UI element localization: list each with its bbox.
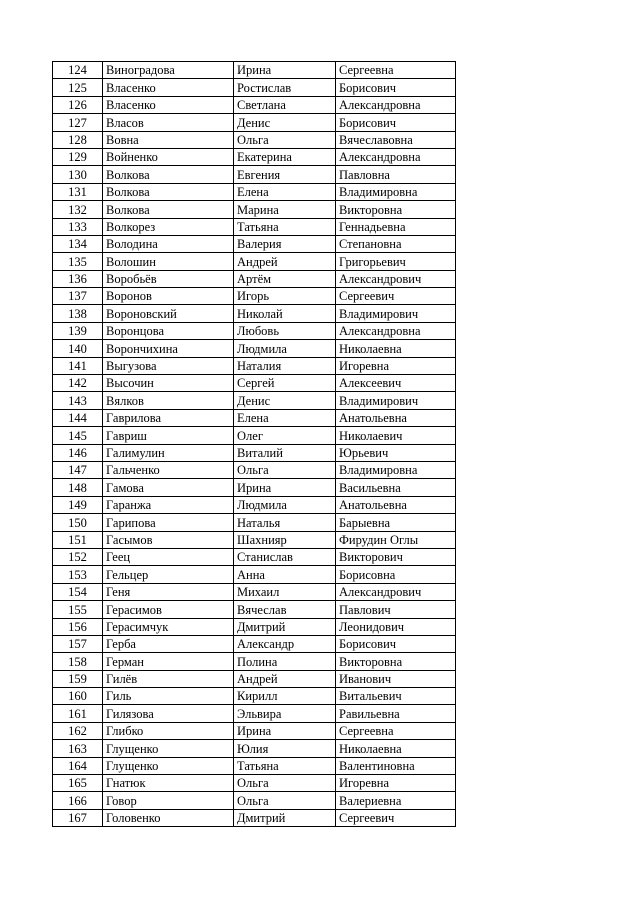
patronymic-cell: Александровна: [336, 322, 456, 339]
first-name-cell: Ольга: [234, 775, 336, 792]
last-name-cell: Герба: [103, 635, 234, 652]
row-number-cell: 130: [53, 166, 103, 183]
patronymic-cell: Равильевна: [336, 705, 456, 722]
patronymic-cell: Павловна: [336, 166, 456, 183]
first-name-cell: Наталья: [234, 514, 336, 531]
first-name-cell: Марина: [234, 201, 336, 218]
last-name-cell: Высочин: [103, 375, 234, 392]
row-number-cell: 152: [53, 548, 103, 565]
row-number-cell: 156: [53, 618, 103, 635]
first-name-cell: Николай: [234, 305, 336, 322]
patronymic-cell: Николаевич: [336, 427, 456, 444]
first-name-cell: Ольга: [234, 131, 336, 148]
last-name-cell: Выгузова: [103, 357, 234, 374]
last-name-cell: Власов: [103, 114, 234, 131]
first-name-cell: Ольга: [234, 792, 336, 809]
first-name-cell: Ирина: [234, 722, 336, 739]
table-row: [53, 479, 456, 496]
patronymic-cell: Иванович: [336, 670, 456, 687]
row-number-cell: 157: [53, 635, 103, 652]
table-row: [53, 131, 456, 148]
last-name-cell: Воронов: [103, 288, 234, 305]
patronymic-cell: Васильевна: [336, 479, 456, 496]
patronymic-cell: Геннадьевна: [336, 218, 456, 235]
patronymic-cell: Александрович: [336, 270, 456, 287]
last-name-cell: Волкова: [103, 166, 234, 183]
table-row: [53, 79, 456, 96]
row-number-cell: 167: [53, 809, 103, 826]
row-number-cell: 164: [53, 757, 103, 774]
first-name-cell: Людмила: [234, 340, 336, 357]
first-name-cell: Полина: [234, 653, 336, 670]
patronymic-cell: Владимирович: [336, 392, 456, 409]
table-row: [53, 740, 456, 757]
last-name-cell: Власенко: [103, 79, 234, 96]
patronymic-cell: Викторовна: [336, 201, 456, 218]
table-row: [53, 461, 456, 478]
last-name-cell: Гельцер: [103, 566, 234, 583]
patronymic-cell: Сергеевич: [336, 809, 456, 826]
last-name-cell: Гнатюк: [103, 775, 234, 792]
table-row: [53, 775, 456, 792]
last-name-cell: Глущенко: [103, 740, 234, 757]
patronymic-cell: Анатольевна: [336, 496, 456, 513]
first-name-cell: Олег: [234, 427, 336, 444]
first-name-cell: Кирилл: [234, 688, 336, 705]
first-name-cell: Евгения: [234, 166, 336, 183]
table-row: [53, 444, 456, 461]
table-row: [53, 583, 456, 600]
patronymic-cell: Борисовна: [336, 566, 456, 583]
first-name-cell: Дмитрий: [234, 809, 336, 826]
table-row: [53, 340, 456, 357]
first-name-cell: Юлия: [234, 740, 336, 757]
patronymic-cell: Юрьевич: [336, 444, 456, 461]
table-row: [53, 148, 456, 165]
row-number-cell: 153: [53, 566, 103, 583]
patronymic-cell: Витальевич: [336, 688, 456, 705]
last-name-cell: Войненко: [103, 148, 234, 165]
table-row: [53, 253, 456, 270]
table-row: [53, 305, 456, 322]
first-name-cell: Дмитрий: [234, 618, 336, 635]
last-name-cell: Вороновский: [103, 305, 234, 322]
table-row: [53, 618, 456, 635]
last-name-cell: Герасимов: [103, 601, 234, 618]
last-name-cell: Волошин: [103, 253, 234, 270]
row-number-cell: 159: [53, 670, 103, 687]
row-number-cell: 132: [53, 201, 103, 218]
patronymic-cell: Александрович: [336, 583, 456, 600]
table-row: [53, 218, 456, 235]
patronymic-cell: Игоревна: [336, 357, 456, 374]
patronymic-cell: Владимировна: [336, 183, 456, 200]
row-number-cell: 125: [53, 79, 103, 96]
table-row: [53, 427, 456, 444]
first-name-cell: Светлана: [234, 96, 336, 113]
row-number-cell: 158: [53, 653, 103, 670]
last-name-cell: Гаврилова: [103, 409, 234, 426]
table-row: [53, 288, 456, 305]
first-name-cell: Екатерина: [234, 148, 336, 165]
last-name-cell: Волкова: [103, 201, 234, 218]
last-name-cell: Гарипова: [103, 514, 234, 531]
table-row: [53, 670, 456, 687]
row-number-cell: 151: [53, 531, 103, 548]
last-name-cell: Герасимчук: [103, 618, 234, 635]
row-number-cell: 166: [53, 792, 103, 809]
first-name-cell: Татьяна: [234, 757, 336, 774]
first-name-cell: Шахнияр: [234, 531, 336, 548]
row-number-cell: 160: [53, 688, 103, 705]
table-row: [53, 566, 456, 583]
first-name-cell: Игорь: [234, 288, 336, 305]
first-name-cell: Михаил: [234, 583, 336, 600]
row-number-cell: 128: [53, 131, 103, 148]
last-name-cell: Гиль: [103, 688, 234, 705]
patronymic-cell: Барыевна: [336, 514, 456, 531]
row-number-cell: 150: [53, 514, 103, 531]
first-name-cell: Виталий: [234, 444, 336, 461]
row-number-cell: 146: [53, 444, 103, 461]
last-name-cell: Вовна: [103, 131, 234, 148]
row-number-cell: 124: [53, 62, 103, 79]
patronymic-cell: Фирудин Оглы: [336, 531, 456, 548]
table-row: [53, 792, 456, 809]
row-number-cell: 154: [53, 583, 103, 600]
table-row: [53, 514, 456, 531]
patronymic-cell: Валериевна: [336, 792, 456, 809]
first-name-cell: Станислав: [234, 548, 336, 565]
last-name-cell: Вялков: [103, 392, 234, 409]
row-number-cell: 163: [53, 740, 103, 757]
last-name-cell: Гальченко: [103, 461, 234, 478]
first-name-cell: Андрей: [234, 670, 336, 687]
row-number-cell: 142: [53, 375, 103, 392]
last-name-cell: Гавриш: [103, 427, 234, 444]
last-name-cell: Глущенко: [103, 757, 234, 774]
last-name-cell: Воробьёв: [103, 270, 234, 287]
last-name-cell: Говор: [103, 792, 234, 809]
first-name-cell: Елена: [234, 409, 336, 426]
last-name-cell: Глибко: [103, 722, 234, 739]
patronymic-cell: Алексеевич: [336, 375, 456, 392]
last-name-cell: Гасымов: [103, 531, 234, 548]
last-name-cell: Гаранжа: [103, 496, 234, 513]
row-number-cell: 140: [53, 340, 103, 357]
patronymic-cell: Борисович: [336, 79, 456, 96]
first-name-cell: Людмила: [234, 496, 336, 513]
table-row: [53, 270, 456, 287]
row-number-cell: 141: [53, 357, 103, 374]
last-name-cell: Ворончихина: [103, 340, 234, 357]
patronymic-cell: Сергеевна: [336, 62, 456, 79]
table-row: [53, 548, 456, 565]
row-number-cell: 133: [53, 218, 103, 235]
row-number-cell: 139: [53, 322, 103, 339]
first-name-cell: Денис: [234, 114, 336, 131]
row-number-cell: 136: [53, 270, 103, 287]
first-name-cell: Любовь: [234, 322, 336, 339]
last-name-cell: Гилёв: [103, 670, 234, 687]
last-name-cell: Володина: [103, 235, 234, 252]
row-number-cell: 155: [53, 601, 103, 618]
table-row: [53, 409, 456, 426]
row-number-cell: 131: [53, 183, 103, 200]
patronymic-cell: Борисович: [336, 635, 456, 652]
row-number-cell: 143: [53, 392, 103, 409]
table-row: [53, 166, 456, 183]
row-number-cell: 145: [53, 427, 103, 444]
last-name-cell: Гамова: [103, 479, 234, 496]
table-row: [53, 96, 456, 113]
first-name-cell: Ольга: [234, 461, 336, 478]
first-name-cell: Эльвира: [234, 705, 336, 722]
patronymic-cell: Владимирович: [336, 305, 456, 322]
first-name-cell: Вячеслав: [234, 601, 336, 618]
last-name-cell: Волкорез: [103, 218, 234, 235]
roster-table: [52, 61, 456, 827]
patronymic-cell: Владимировна: [336, 461, 456, 478]
patronymic-cell: Сергеевна: [336, 722, 456, 739]
table-row: [53, 201, 456, 218]
patronymic-cell: Степановна: [336, 235, 456, 252]
last-name-cell: Гилязова: [103, 705, 234, 722]
row-number-cell: 138: [53, 305, 103, 322]
first-name-cell: Андрей: [234, 253, 336, 270]
first-name-cell: Анна: [234, 566, 336, 583]
row-number-cell: 127: [53, 114, 103, 131]
patronymic-cell: Сергеевич: [336, 288, 456, 305]
table-row: [53, 635, 456, 652]
table-row: [53, 375, 456, 392]
patronymic-cell: Валентиновна: [336, 757, 456, 774]
row-number-cell: 126: [53, 96, 103, 113]
first-name-cell: Александр: [234, 635, 336, 652]
first-name-cell: Татьяна: [234, 218, 336, 235]
first-name-cell: Сергей: [234, 375, 336, 392]
last-name-cell: Волкова: [103, 183, 234, 200]
table-row: [53, 62, 456, 79]
patronymic-cell: Николаевна: [336, 340, 456, 357]
patronymic-cell: Анатольевна: [336, 409, 456, 426]
last-name-cell: Герман: [103, 653, 234, 670]
row-number-cell: 137: [53, 288, 103, 305]
last-name-cell: Воронцова: [103, 322, 234, 339]
last-name-cell: Геец: [103, 548, 234, 565]
table-row: [53, 653, 456, 670]
table-row: [53, 235, 456, 252]
first-name-cell: Ирина: [234, 62, 336, 79]
table-row: [53, 688, 456, 705]
row-number-cell: 147: [53, 461, 103, 478]
first-name-cell: Валерия: [234, 235, 336, 252]
patronymic-cell: Александровна: [336, 148, 456, 165]
table-row: [53, 183, 456, 200]
last-name-cell: Головенко: [103, 809, 234, 826]
table-row: [53, 322, 456, 339]
row-number-cell: 129: [53, 148, 103, 165]
table-row: [53, 809, 456, 826]
first-name-cell: Елена: [234, 183, 336, 200]
row-number-cell: 165: [53, 775, 103, 792]
last-name-cell: Галимулин: [103, 444, 234, 461]
first-name-cell: Артём: [234, 270, 336, 287]
table-row: [53, 392, 456, 409]
patronymic-cell: Викторович: [336, 548, 456, 565]
first-name-cell: Наталия: [234, 357, 336, 374]
patronymic-cell: Павлович: [336, 601, 456, 618]
roster-body: [53, 62, 456, 827]
last-name-cell: Власенко: [103, 96, 234, 113]
row-number-cell: 135: [53, 253, 103, 270]
last-name-cell: Геня: [103, 583, 234, 600]
table-row: [53, 357, 456, 374]
first-name-cell: Ростислав: [234, 79, 336, 96]
patronymic-cell: Александровна: [336, 96, 456, 113]
row-number-cell: 149: [53, 496, 103, 513]
row-number-cell: 144: [53, 409, 103, 426]
first-name-cell: Денис: [234, 392, 336, 409]
table-row: [53, 531, 456, 548]
patronymic-cell: Григорьевич: [336, 253, 456, 270]
table-row: [53, 496, 456, 513]
patronymic-cell: Борисович: [336, 114, 456, 131]
row-number-cell: 148: [53, 479, 103, 496]
patronymic-cell: Николаевна: [336, 740, 456, 757]
patronymic-cell: Викторовна: [336, 653, 456, 670]
table-row: [53, 722, 456, 739]
patronymic-cell: Леонидович: [336, 618, 456, 635]
table-row: [53, 601, 456, 618]
row-number-cell: 134: [53, 235, 103, 252]
row-number-cell: 161: [53, 705, 103, 722]
table-row: [53, 705, 456, 722]
patronymic-cell: Вячеславовна: [336, 131, 456, 148]
patronymic-cell: Игоревна: [336, 775, 456, 792]
row-number-cell: 162: [53, 722, 103, 739]
table-row: [53, 114, 456, 131]
last-name-cell: Виноградова: [103, 62, 234, 79]
table-row: [53, 757, 456, 774]
first-name-cell: Ирина: [234, 479, 336, 496]
